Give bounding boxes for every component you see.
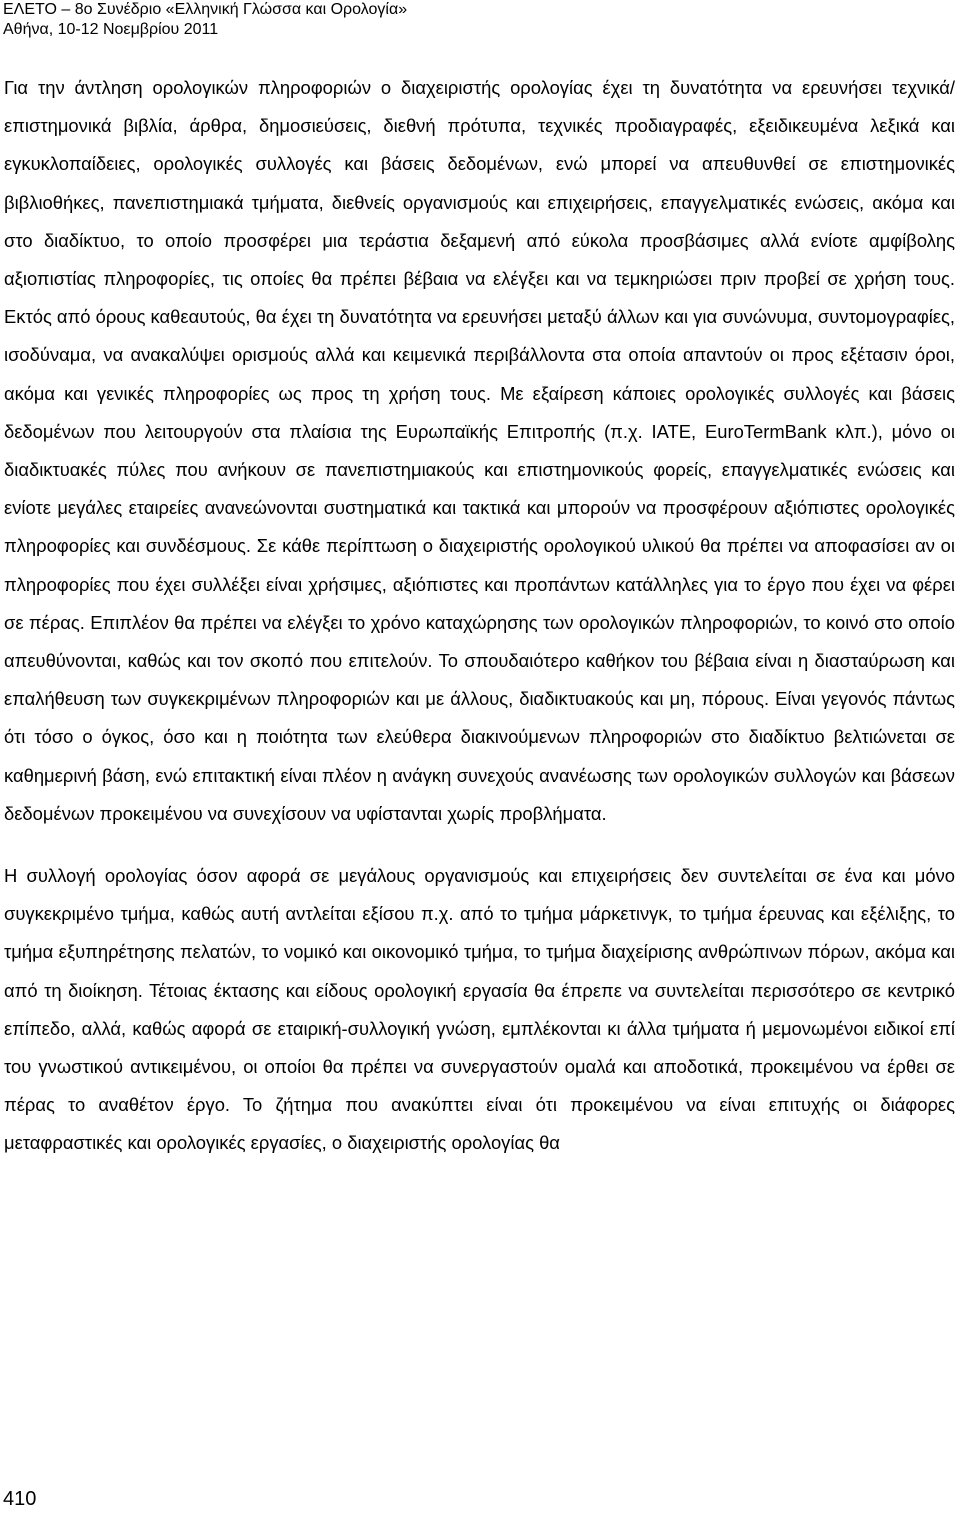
body-text (4, 69, 955, 1163)
conference-date-location: Αθήνα, 10-12 Νοεμβρίου 2011 (3, 21, 219, 38)
page-number: 410 (3, 1488, 37, 1510)
conference-title: ΕΛΕΤΟ – 8ο Συνέδριο «Ελληνική Γλώσσα και Ορολογία» (3, 1, 408, 18)
paragraph-1: Για την άντληση ορολογικών πληροφοριών ο διαχειριστής ορολογίας έχει τη δυνατότητα να ερευνήσει τεχνικά/επιστημονικά βιβλία, άρθρα, δημοσιεύσεις, διεθνή πρότυπα, τεχνικές προδιαγραφές, εξειδικευμένα λεξικά και εγκυκλοπαίδειες, ορολογικές συλλογές και βάσεις δεδομένων, ενώ μπορεί να απευθυνθεί σε επιστημονικές βιβλιοθήκες, πανεπιστημιακά τμήματα, διεθνείς οργανισμούς και επιχειρήσεις, επαγγελματικές ενώσεις, ακόμα και στο διαδίκτυο, το οποίο προσφέρει μια τεράστια δεξαμενή από εύκολα προσβάσιμες αλλά ενίοτε αμφίβολης αξιοπιστίας πληροφορίες, τις οποίες θα πρέπει βέβαια να ελέγξει και να τεμκηριώσει πριν προβεί σε χρήση τους. Εκτός από όρους καθεαυτούς, θα έχει τη δυνατότητα να ερευνήσει μεταξύ άλλων και για συνώνυμα, συντομογραφίες, ισοδύναμα, να ανακαλύψει ορισμούς αλλά και κειμενικά περιβάλλοντα στα οποία απαντούν οι προς εξέτασιν όροι, ακόμα και γενικές πληροφορίες ως προς τη χρήση τους. Με εξαίρεση κάποιες ορολογικές συλλογές και βάσεις δεδομένων που λειτουργούν στα πλαίσια της Ευρωπαϊκής Επιτροπής (π.χ. IATE, EuroTermBank κλπ.), μόνο οι διαδικτυακές πύλες που ανήκουν σε πανεπιστημιακούς και επιστημονικούς φορείς, επαγγελματικές ενώσεις και ενίοτε μεγάλες εταιρείες ανανεώνονται συστηματικά και τακτικά και μπορούν να προσφέρουν αξιόπιστες ορολογικές πληροφορίες και συνδέσμους. Σε κάθε περίπτωση ο διαχειριστής ορολογικού υλικού θα πρέπει να αποφασίσει αν οι πληροφορίες που έχει συλλέξει είναι χρήσιμες, αξιόπιστες και προπάντων κατάλληλες για το έργο που έχει να φέρει σε πέρας. Επιπλέον θα πρέπει να ελέγξει το χρόνο καταχώρησης των ορολογικών πληροφοριών, το κοινό στο οποίο απευθύνονται, καθώς και τον σκοπό που επιτελούν. Το σπουδαιότερο καθήκον του βέβαια είναι η διασταύρωση και επαλήθευση των συγκεκριμένων πληροφοριών και με άλλους, διαδικτυακούς και μη, πόρους. Είναι γεγονός πάντως ότι τόσο ο όγκος, όσο και η ποιότητα των ελεύθερα διακινούμενων πληροφοριών στο διαδίκτυο βελτιώνεται σε καθημερινή βάση, ενώ επιτακτική είναι πλέον η ανάγκη συνεχούς ανανέωσης των ορολογικών συλλογών και βάσεων δεδομένων προκειμένου να συνεχίσουν να υφίστανται χωρίς προβλήματα. (4, 77, 955, 824)
paragraph-2: Η συλλογή ορολογίας όσον αφορά σε μεγάλους οργανισμούς και επιχειρήσεις δεν συντελείται σε ένα και μόνο συγκεκριμένο τμήμα, καθώς αυτή αντλείται εξίσου π.χ. από το τμήμα μάρκετινγκ, το τμήμα έρευνας και εξέλιξης, το τμήμα εξυπηρέτησης πελατών, το νομικό και οικονομικό τμήμα, το τμήμα διαχείρισης ανθρώπινων πόρων, ακόμα και από τη διοίκηση. Τέτοιας έκτασης και είδους ορολογική εργασία θα έπρεπε να συντελείται περισσότερο σε κεντρικό επίπεδο, αλλά, καθώς αφορά σε εταιρική-συλλογική γνώση, εμπλέκονται κι άλλα τμήματα ή μεμονωμένοι ειδικοί επί του γνωστικού αντικειμένου, οι οποίοι θα πρέπει να συνεργαστούν ομαλά και αποδοτικά, προκειμένου να έρθει σε πέρας το αναθέτον έργο. Το ζήτημα που ανακύπτει είναι ότι προκειμένου να είναι επιτυχής οι διάφορες μεταφραστικές και ορολογικές εργασίες, ο διαχειριστής ορολογίας θα (4, 865, 955, 1154)
running-header (3, 0, 953, 40)
